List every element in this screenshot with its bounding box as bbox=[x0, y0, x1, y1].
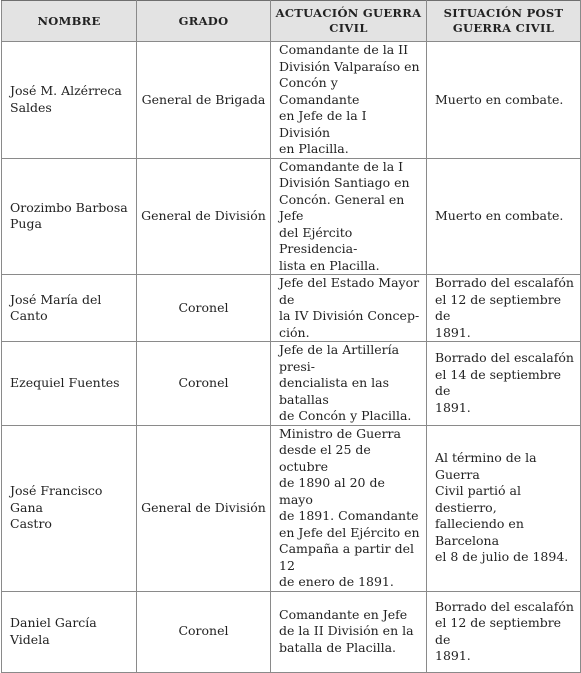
cell-nombre: Orozimbo Barbosa Puga bbox=[2, 158, 137, 275]
cell-actuacion: Comandante en Jefe de la II División en la batalla de Placilla. bbox=[271, 591, 427, 672]
cell-grado: General de División bbox=[137, 425, 271, 591]
header-nombre: NOMBRE bbox=[2, 1, 137, 42]
cell-situacion: Borrado del escalafón el 12 de septiembre de 1891. bbox=[427, 275, 581, 342]
cell-grado: General de División bbox=[137, 158, 271, 275]
table-row bbox=[2, 591, 581, 672]
cell-nombre: Ezequiel Fuentes bbox=[2, 342, 137, 426]
table-row bbox=[2, 425, 581, 591]
header-grado: GRADO bbox=[137, 1, 271, 42]
table-row bbox=[2, 342, 581, 426]
cell-nombre: José María del Canto bbox=[2, 275, 137, 342]
cell-situacion: Al término de la Guerra Civil partió al destierro, falleciendo en Barcelona el 8 de julio de 1894. bbox=[427, 425, 581, 591]
cell-situacion: Borrado del escalafón el 12 de septiembre de 1891. bbox=[427, 591, 581, 672]
cell-situacion: Muerto en combate. bbox=[427, 158, 581, 275]
table-header bbox=[2, 1, 581, 42]
header-situacion: SITUACIÓN POST GUERRA CIVIL bbox=[427, 1, 581, 42]
table-body bbox=[2, 42, 581, 673]
table-row bbox=[2, 158, 581, 275]
cell-nombre: José Francisco Gana Castro bbox=[2, 425, 137, 591]
officers-table bbox=[1, 0, 581, 673]
table-row bbox=[2, 275, 581, 342]
header-row bbox=[2, 1, 581, 42]
cell-nombre: Daniel García Videla bbox=[2, 591, 137, 672]
cell-actuacion: Comandante de la II División Valparaíso en Concón y Comandante en Jefe de la I División en Placilla. bbox=[271, 42, 427, 159]
cell-grado: Coronel bbox=[137, 591, 271, 672]
cell-situacion: Muerto en combate. bbox=[427, 42, 581, 159]
cell-grado: General de Brigada bbox=[137, 42, 271, 159]
cell-actuacion: Jefe de la Artillería presi- dencialista en las batallas de Concón y Placilla. bbox=[271, 342, 427, 426]
cell-grado: Coronel bbox=[137, 275, 271, 342]
cell-actuacion: Jefe del Estado Mayor de la IV División Concep- ción. bbox=[271, 275, 427, 342]
header-actuacion: ACTUACIÓN GUERRA CIVIL bbox=[271, 1, 427, 42]
cell-grado: Coronel bbox=[137, 342, 271, 426]
table-row bbox=[2, 42, 581, 159]
cell-nombre: José M. Alzérreca Saldes bbox=[2, 42, 137, 159]
cell-actuacion: Comandante de la I División Santiago en Concón. General en Jefe del Ejército Presidencia- lista en Placilla. bbox=[271, 158, 427, 275]
cell-actuacion: Ministro de Guerra desde el 25 de octubre de 1890 al 20 de mayo de 1891. Comandante en Jefe del Ejército en Campaña a partir del 12 de enero de 1891. bbox=[271, 425, 427, 591]
cell-situacion: Borrado del escalafón el 14 de septiembre de 1891. bbox=[427, 342, 581, 426]
